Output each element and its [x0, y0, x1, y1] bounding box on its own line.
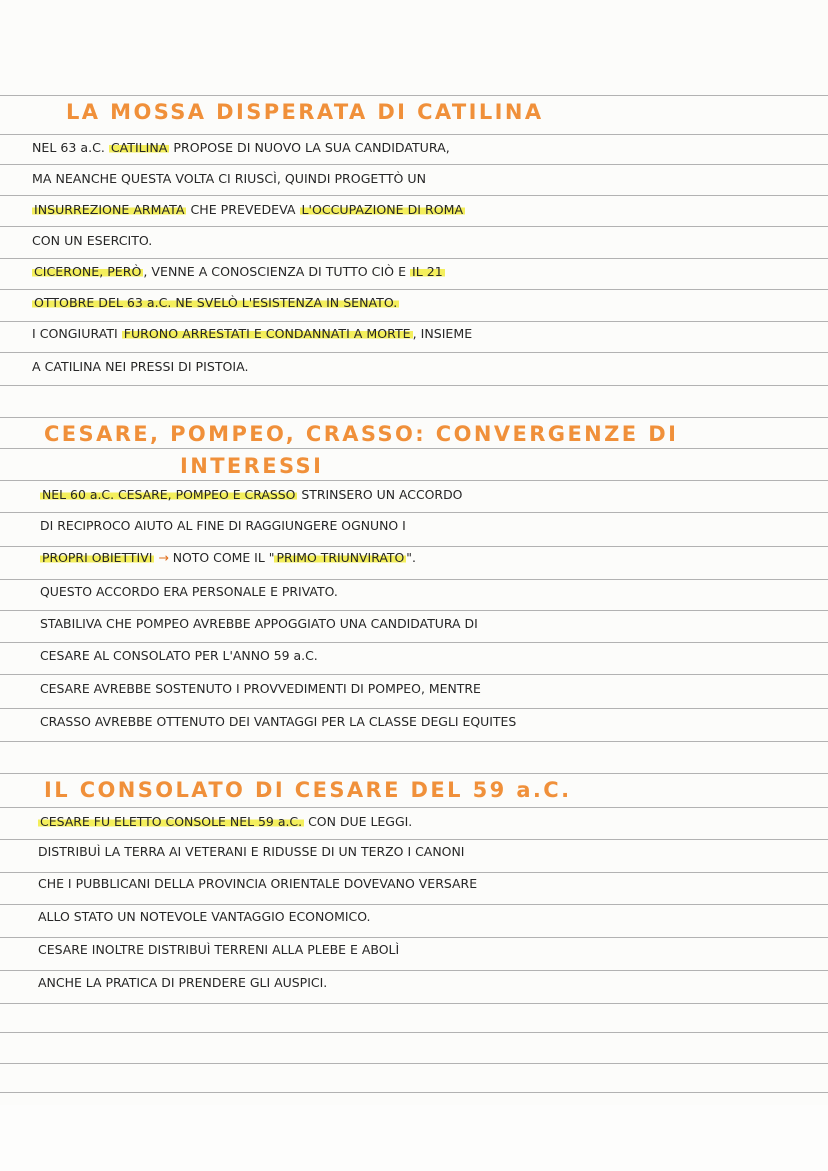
highlighted-text: PROPRI OBIETTIVI [42, 550, 153, 565]
ruled-line [0, 480, 828, 481]
note-line [0, 235, 828, 248]
highlighted-text: CESARE FU ELETTO CONSOLE NEL 59 a.C. [40, 814, 303, 829]
note-line [0, 173, 828, 186]
ruled-line [0, 1032, 828, 1033]
ruled-line [0, 937, 828, 938]
ruled-line [0, 95, 828, 96]
highlighted-text: INSURREZIONE ARMATA [34, 202, 185, 217]
ruled-line [0, 448, 828, 449]
ruled-line [0, 970, 828, 971]
section-title: IL CONSOLATO DI CESARE DEL 59 a.C. [44, 778, 572, 802]
text-segment: CESARE AVREBBE SOSTENUTO I PROVVEDIMENTI DI POMPEO, MENTRE [40, 681, 481, 696]
text-segment: MA NEANCHE QUESTA VOLTA CI RIUSCÌ, QUINDI PROGETTÒ UN [32, 171, 427, 186]
ruled-line [0, 512, 828, 513]
note-line [0, 816, 828, 828]
text-segment: CHE I PUBBLICANI DELLA PROVINCIA ORIENTALE DOVEVANO VERSARE [38, 876, 478, 891]
ruled-line [0, 258, 828, 259]
note-line [0, 846, 828, 858]
ruled-line [0, 226, 828, 227]
note-line [0, 266, 828, 279]
ruled-line [0, 708, 828, 709]
note-line [0, 489, 828, 501]
ruled-line [0, 839, 828, 840]
arrow-mark: → [154, 550, 173, 565]
text-segment: CESARE INOLTRE DISTRIBUÌ TERRENI ALLA PLEBE E ABOLÌ [38, 942, 400, 957]
note-line [0, 520, 828, 532]
text-segment: CESARE AL CONSOLATO PER L'ANNO 59 a.C. [40, 648, 318, 663]
ruled-line [0, 352, 828, 353]
note-line [0, 878, 828, 890]
ruled-line [0, 321, 828, 322]
section-title-continued: INTERESSI [180, 454, 324, 478]
highlighted-text: IL 21 [412, 264, 443, 279]
ruled-line [0, 164, 828, 165]
note-line [0, 716, 828, 728]
highlighted-text: PRIMO TRIUNVIRATO [276, 550, 405, 565]
note-line [0, 944, 828, 956]
note-line [0, 650, 828, 662]
note-line [0, 618, 828, 630]
highlighted-text: OTTOBRE DEL 63 a.C. NE SVELÒ L'ESISTENZA IN SENATO. [34, 295, 398, 310]
note-line [0, 142, 828, 155]
text-segment: ". [406, 550, 416, 565]
ruled-line [0, 1003, 828, 1004]
ruled-line [0, 904, 828, 905]
page-bottom-margin [0, 1105, 828, 1171]
section-title: LA MOSSA DISPERATA DI CATILINA [66, 100, 544, 124]
note-line [0, 977, 828, 989]
note-line [0, 204, 828, 217]
highlighted-text: L'OCCUPAZIONE DI ROMA [301, 202, 464, 217]
ruled-line [0, 807, 828, 808]
note-line [0, 361, 828, 374]
ruled-line [0, 195, 828, 196]
text-segment: NEL 63 a.C. [32, 140, 109, 155]
ruled-line [0, 289, 828, 290]
note-line [0, 683, 828, 695]
note-line [0, 552, 828, 564]
text-segment: STRINSERO UN ACCORDO [297, 487, 463, 502]
text-segment: DI RECIPROCO AIUTO AL FINE DI RAGGIUNGERE OGNUNO I [40, 518, 406, 533]
text-segment: A CATILINA NEI PRESSI DI PISTOIA. [32, 359, 249, 374]
text-segment: DISTRIBUÌ LA TERRA AI VETERANI E RIDUSSE DI UN TERZO I CANONI [38, 844, 465, 859]
text-segment: STABILIVA CHE POMPEO AVREBBE APPOGGIATO UNA CANDIDATURA DI [40, 616, 478, 631]
text-segment: CON UN ESERCITO. [32, 233, 153, 248]
text-segment: CRASSO AVREBBE OTTENUTO DEI VANTAGGI PER LA CLASSE DEGLI EQUITES [40, 714, 517, 729]
ruled-line [0, 1063, 828, 1064]
highlighted-text: CICERONE, PERÒ [34, 264, 142, 279]
highlighted-text: FURONO ARRESTATI E CONDANNATI A MORTE [123, 326, 411, 341]
text-segment: NOTO COME IL " [172, 550, 275, 565]
note-line [0, 297, 828, 310]
section-title: CESARE, POMPEO, CRASSO: CONVERGENZE DI [44, 422, 679, 446]
text-segment: ALLO STATO UN NOTEVOLE VANTAGGIO ECONOMICO. [38, 909, 371, 924]
note-line [0, 911, 828, 923]
text-segment: ANCHE LA PRATICA DI PRENDERE GLI AUSPICI. [38, 975, 328, 990]
highlighted-text: NEL 60 a.C. CESARE, POMPEO E CRASSO [42, 487, 296, 502]
ruled-line [0, 741, 828, 742]
ruled-line [0, 385, 828, 386]
note-line [0, 586, 828, 598]
ruled-line [0, 1092, 828, 1093]
text-segment: , INSIEME [412, 326, 473, 341]
text-segment: CON DUE LEGGI. [304, 814, 413, 829]
highlighted-text: CATILINA [110, 140, 168, 155]
ruled-line [0, 773, 828, 774]
ruled-line [0, 546, 828, 547]
text-segment: CHE PREVEDEVA [186, 202, 300, 217]
ruled-line [0, 610, 828, 611]
ruled-line [0, 872, 828, 873]
note-line [0, 328, 828, 341]
ruled-line [0, 674, 828, 675]
ruled-line [0, 642, 828, 643]
ruled-line [0, 417, 828, 418]
text-segment: , VENNE A CONOSCIENZA DI TUTTO CIÒ E [143, 264, 411, 279]
text-segment: PROPOSE DI NUOVO LA SUA CANDIDATURA, [169, 140, 450, 155]
text-segment: QUESTO ACCORDO ERA PERSONALE E PRIVATO. [40, 584, 338, 599]
text-segment: I CONGIURATI [32, 326, 122, 341]
ruled-line [0, 134, 828, 135]
ruled-line [0, 579, 828, 580]
